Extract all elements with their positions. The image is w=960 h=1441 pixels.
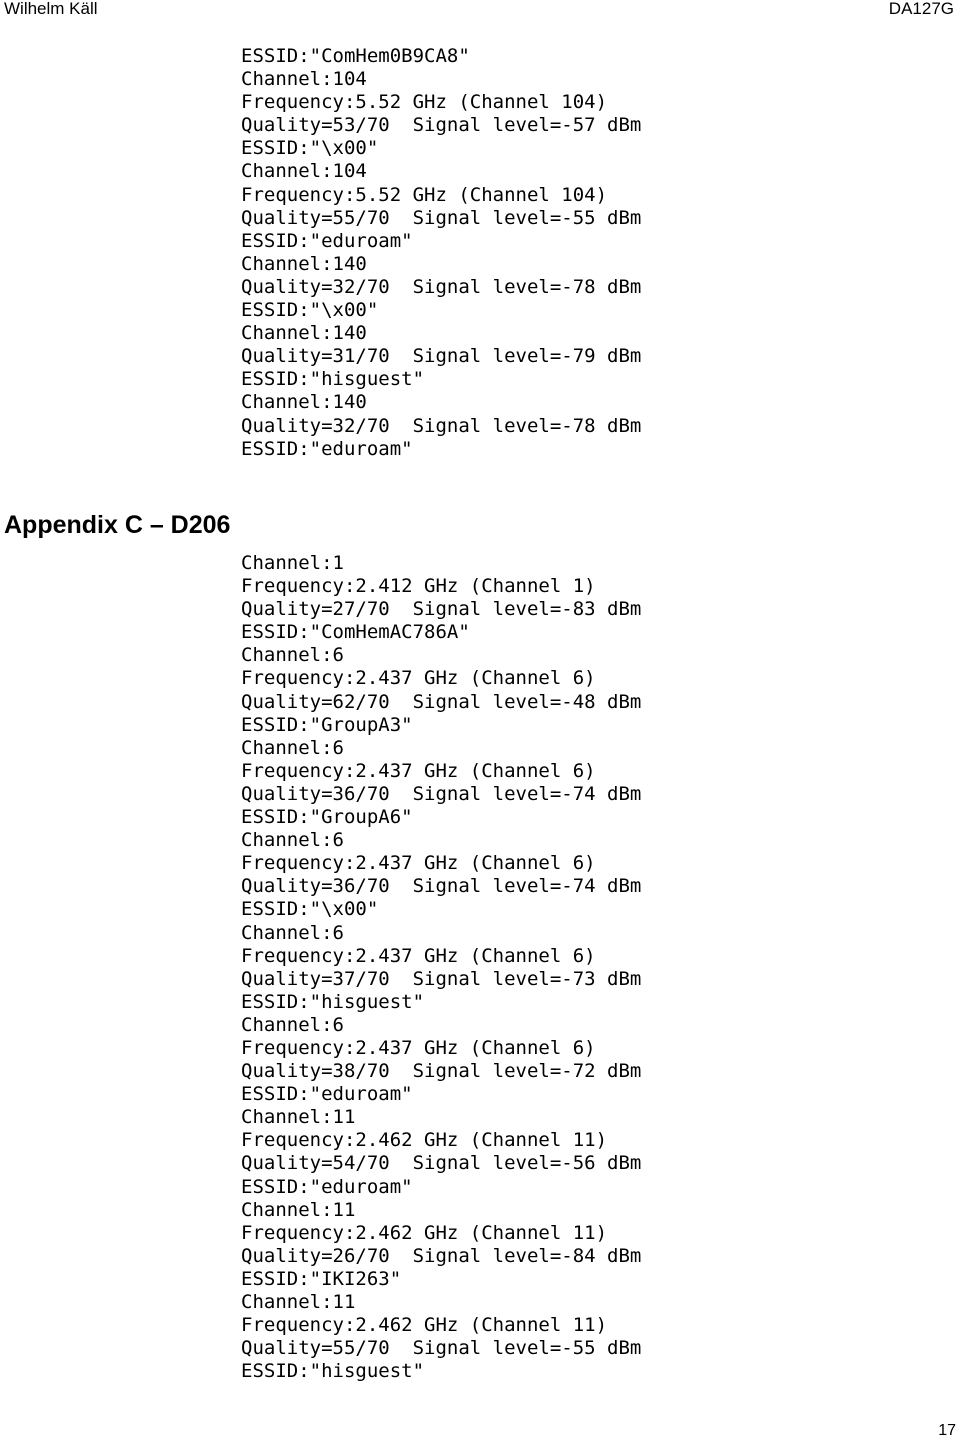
scan-output-line: ESSID:"eduroam"	[241, 1175, 413, 1198]
scan-output-line: Channel:6	[241, 921, 344, 944]
scan-output-line: Channel:140	[241, 391, 367, 414]
scan-output-line: Channel:6	[241, 644, 344, 667]
scan-output-line: Frequency:5.52 GHz (Channel 104)	[241, 91, 608, 114]
scan-output-line: Quality=26/70 Signal level=-84 dBm	[241, 1244, 642, 1267]
scan-output-line: Channel:6	[241, 829, 344, 852]
scan-output-line: Quality=27/70 Signal level=-83 dBm	[241, 598, 642, 621]
appendix-heading: Appendix C – D206	[4, 511, 231, 539]
scan-output-line: ESSID:"ComHem0B9CA8"	[241, 45, 470, 67]
scan-output-line: Channel:140	[241, 252, 367, 275]
scan-output-line: ESSID:"\x00"	[241, 299, 379, 322]
scan-output-line: Channel:11	[241, 1106, 356, 1129]
scan-output-line: Quality=54/70 Signal level=-56 dBm	[241, 1152, 642, 1175]
scan-output-line: Channel:11	[241, 1198, 356, 1221]
scan-output-line: ESSID:"eduroam"	[241, 1083, 413, 1106]
scan-output-line: Quality=36/70 Signal level=-74 dBm	[241, 875, 642, 898]
scan-output-line: ESSID:"ComHemAC786A"	[241, 621, 470, 644]
scan-output-block-2	[241, 552, 641, 1383]
scan-output-line: Quality=36/70 Signal level=-74 dBm	[241, 782, 642, 805]
scan-output-line: Channel:104	[241, 68, 367, 91]
scan-output-line: ESSID:"\x00"	[241, 898, 379, 921]
scan-output-line: Quality=55/70 Signal level=-55 dBm	[241, 1337, 642, 1360]
scan-output-line: Channel:104	[241, 160, 367, 183]
scan-output-line: ESSID:"IKI263"	[241, 1267, 402, 1290]
scan-output-block-1	[241, 45, 641, 461]
scan-output-line: Channel:11	[241, 1291, 356, 1313]
scan-output-line: Quality=31/70 Signal level=-79 dBm	[241, 345, 642, 368]
page-number: 17	[938, 1422, 956, 1439]
scan-output-line: Frequency:2.437 GHz (Channel 6)	[241, 1036, 596, 1059]
scan-output-line: ESSID:"hisguest"	[241, 990, 425, 1013]
scan-output-line: ESSID:"hisguest"	[241, 368, 425, 391]
scan-output-line: Quality=55/70 Signal level=-55 dBm	[241, 206, 642, 229]
scan-output-line: Quality=38/70 Signal level=-72 dBm	[241, 1060, 642, 1083]
header-course-code: DA127G	[888, 0, 954, 18]
scan-output-line: ESSID:"hisguest"	[241, 1360, 425, 1383]
scan-output-line: Channel:140	[241, 322, 367, 345]
scan-output-line: ESSID:"GroupA6"	[241, 806, 413, 829]
scan-output-line: Frequency:2.437 GHz (Channel 6)	[241, 759, 596, 782]
scan-output-line: Frequency:5.52 GHz (Channel 104)	[241, 183, 608, 206]
scan-output-line: Frequency:2.462 GHz (Channel 11)	[241, 1221, 608, 1244]
scan-output-line: Quality=53/70 Signal level=-57 dBm	[241, 114, 642, 137]
scan-output-line: Frequency:2.462 GHz (Channel 11)	[241, 1129, 608, 1152]
scan-output-line: Frequency:2.437 GHz (Channel 6)	[241, 667, 596, 690]
scan-output-line: Quality=37/70 Signal level=-73 dBm	[241, 967, 642, 990]
scan-output-line: Quality=62/70 Signal level=-48 dBm	[241, 690, 642, 713]
scan-output-line: Channel:1	[241, 552, 344, 574]
scan-output-line: Quality=32/70 Signal level=-78 dBm	[241, 414, 642, 437]
scan-output-line: ESSID:"eduroam"	[241, 229, 413, 252]
scan-output-line: ESSID:"eduroam"	[241, 437, 413, 460]
header-author: Wilhelm Käll	[4, 0, 98, 18]
scan-output-line: Channel:6	[241, 736, 344, 759]
scan-output-line: Frequency:2.437 GHz (Channel 6)	[241, 944, 596, 967]
scan-output-line: Frequency:2.437 GHz (Channel 6)	[241, 852, 596, 875]
scan-output-line: ESSID:"GroupA3"	[241, 713, 413, 736]
scan-output-line: Channel:6	[241, 1013, 344, 1036]
scan-output-line: ESSID:"\x00"	[241, 137, 379, 160]
scan-output-line: Quality=32/70 Signal level=-78 dBm	[241, 275, 642, 298]
scan-output-line: Frequency:2.412 GHz (Channel 1)	[241, 575, 596, 598]
scan-output-line: Frequency:2.462 GHz (Channel 11)	[241, 1314, 608, 1337]
